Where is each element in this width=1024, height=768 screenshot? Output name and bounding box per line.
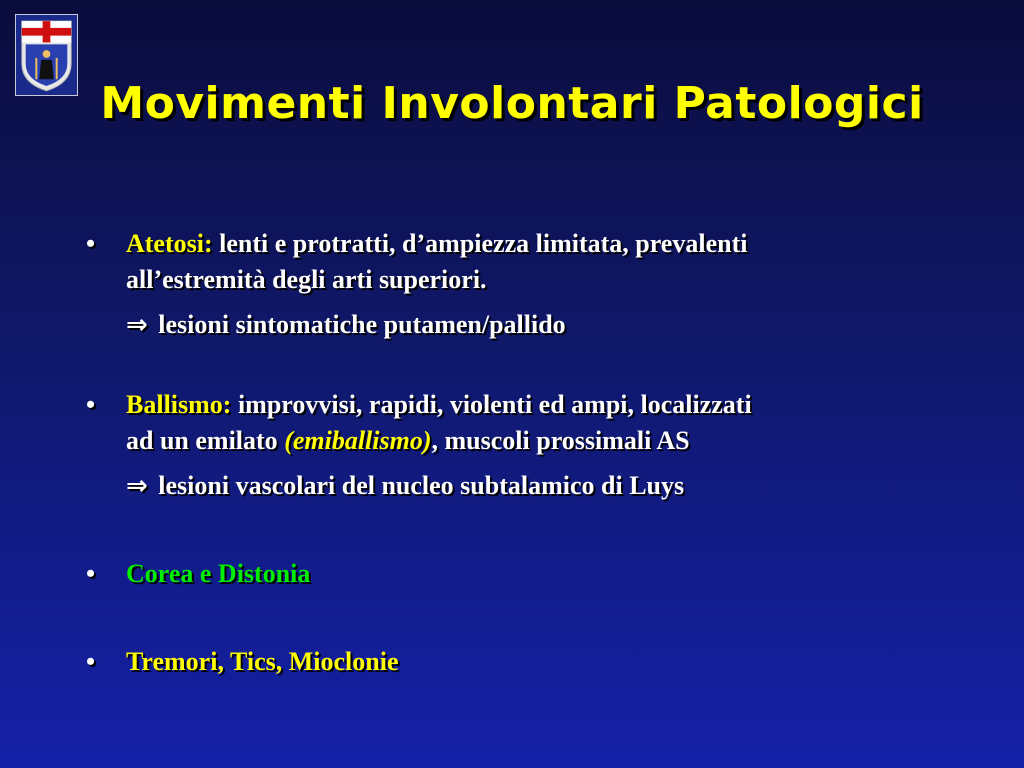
term-emiballismo: (emiballismo): [284, 426, 432, 455]
bullet: •: [86, 559, 96, 588]
implies-arrow-icon: ⇒: [126, 471, 148, 501]
description-line-2: all’estremità degli arti superiori.: [126, 265, 487, 294]
description-line-2b: , muscoli prossimali AS: [431, 426, 690, 455]
sub-item-text: lesioni vascolari del nucleo subtalamico di Luys: [151, 471, 685, 500]
description-line-1: lenti e protratti, d’ampiezza limitata, prevalenti: [212, 229, 748, 258]
list-item-ballismo: [86, 387, 986, 459]
sub-item-ballismo: [86, 468, 986, 504]
bullet: •: [86, 229, 96, 258]
term-ballismo: Ballismo:: [126, 390, 232, 419]
bullet: •: [86, 647, 96, 676]
term-atetosi: Atetosi:: [126, 229, 213, 258]
term-corea-distonia: Corea e Distonia: [126, 559, 311, 588]
description-line-2a: ad un emilato: [126, 426, 285, 455]
slide-title: Movimenti Involontari Patologici: [100, 78, 924, 129]
list-item-atetosi: [86, 226, 986, 298]
implies-arrow-icon: ⇒: [126, 310, 148, 340]
description-line-1: improvvisi, rapidi, violenti ed ampi, localizzati: [231, 390, 752, 419]
sub-item-text: lesioni sintomatiche putamen/pallido: [151, 310, 566, 339]
bullet: •: [86, 390, 96, 419]
term-tremori-tics-mioclonie: Tremori, Tics, Mioclonie: [126, 647, 399, 676]
sub-item-atetosi: [86, 307, 986, 343]
list-item-tremori: [86, 644, 986, 680]
list-item-corea-distonia: [86, 556, 986, 592]
slide-content: [86, 226, 986, 680]
